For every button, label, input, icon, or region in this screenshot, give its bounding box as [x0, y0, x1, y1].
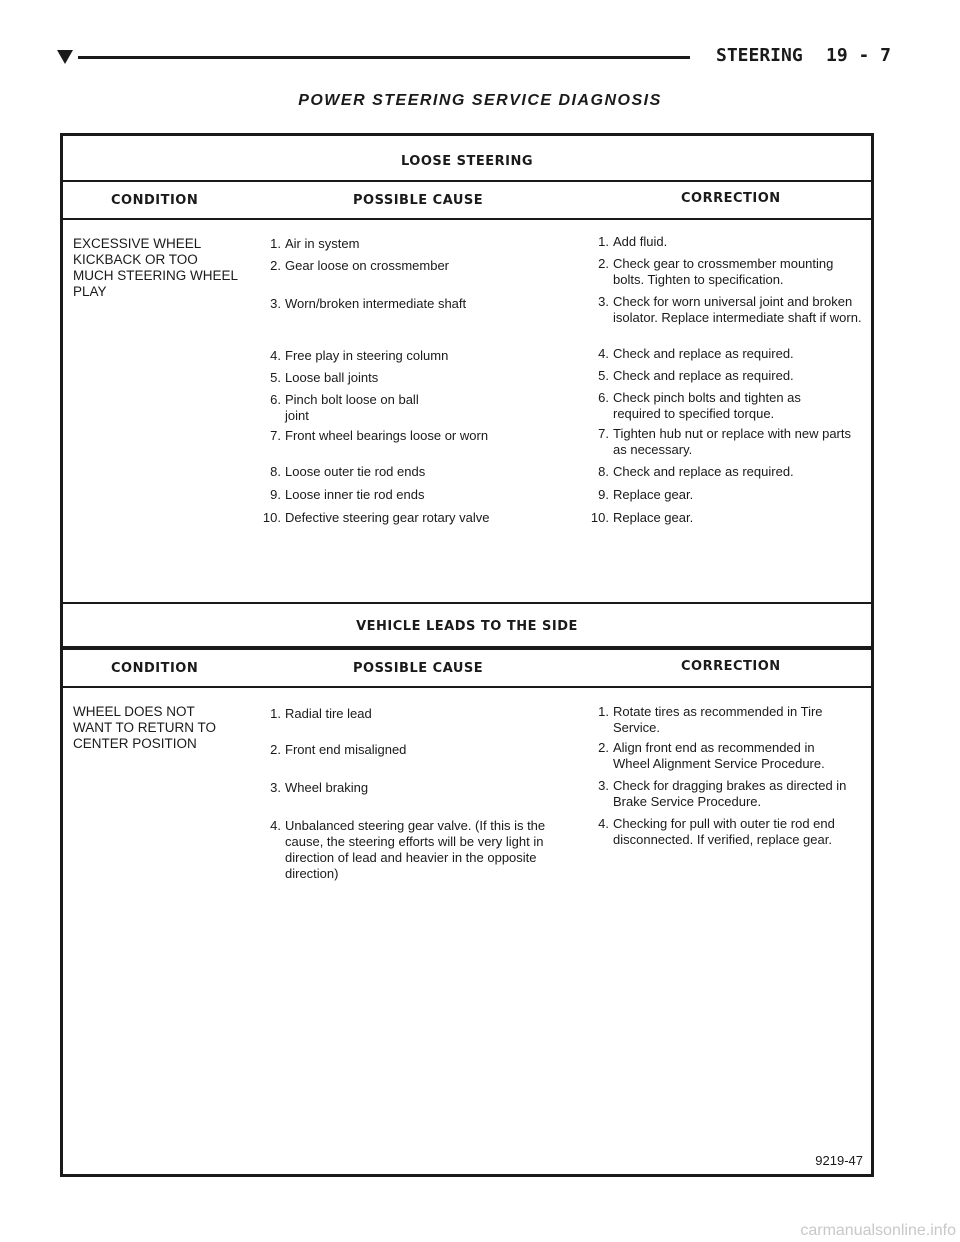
col-header-cause: POSSIBLE CAUSE	[353, 193, 484, 208]
section-name: STEERING	[716, 45, 803, 66]
col-header-cause: POSSIBLE CAUSE	[353, 661, 484, 676]
condition-cell	[73, 236, 253, 300]
col-header-condition: CONDITION	[111, 193, 199, 208]
figure-number: 9219-47	[815, 1153, 863, 1168]
condition-line: CENTER POSITION	[73, 736, 197, 751]
document-title: POWER STEERING SERVICE DIAGNOSIS	[298, 92, 662, 109]
section-marker-icon	[57, 50, 73, 64]
condition-line: WHEEL DOES NOT	[73, 704, 195, 719]
condition-line: WANT TO RETURN TO	[73, 720, 217, 735]
header-rule	[78, 56, 690, 59]
condition-line: MUCH STEERING WHEEL	[73, 268, 239, 283]
col-header-correction: CORRECTION	[681, 191, 781, 206]
col-header-condition: CONDITION	[111, 661, 199, 676]
page-header	[0, 0, 960, 80]
section-title-vehicle-leads: VEHICLE LEADS TO THE SIDE	[356, 619, 578, 634]
condition-line: PLAY	[73, 284, 107, 299]
condition-line: EXCESSIVE WHEEL	[73, 236, 202, 251]
condition-cell	[73, 704, 253, 752]
section-title-loose-steering: LOOSE STEERING	[400, 154, 534, 169]
diagnosis-table: LOOSE STEERING CONDITION POSSIBLE CAUSE CORRECTION EXCESSIVE WHEEL KICKBACK OR TOO MUCH STEERING WHEEL PLAY 1. Air in system 2. Gear loose on crossmember 3. Worn/broken intermediate shaft 4. Free play in steering column 5. Loose ball joints 6. Pinch bolt loose on ball joint 7. Front wheel bearings loose or worn 8. Loose outer tie rod ends 9. Loose inner tie rod ends 10. Defective steering gear rotary valve 1. Add fluid. 2. Check gear to crossmember mounting bolts. Tighten to specification. 3. Check for worn universal joint and broken isolator. Replace intermediate shaft if worn. 4. Check and replace as required. 5. Check and replace as required. 6. Check pinch bolts and tighten as required to specified torque. 7. Tighten hub nut or replace with new parts as necessary. 8. Check and replace as required. 9. Replace gear. 10. Replace gear. VEHICLE LEADS TO THE SIDE CONDITION POSSIBLE CAUSE CORRECTION WHEEL DOES NOT WANT TO RETURN TO CENTER POSITION 1. Radial tire lead 2. Front end misaligned 3. Wheel braking 4. Unbalanced steering gear valve. (If this is the cause, the steering efforts will be very light in direction of lead and heavier in the opposite direction) 1. Rotate tires as recommended in Tire Service. 2. Align front end as recommended in Wheel Alignment Service Procedure. 3. Check for dragging brakes as directed in Brake Service Procedure. 4. Checking for pull with outer tie rod end disconnected. If verified, replace gear. 9219-47	[60, 133, 874, 1177]
condition-line: KICKBACK OR TOO	[73, 252, 198, 267]
col-header-correction: CORRECTION	[681, 659, 781, 674]
watermark: carmanualsonline.info	[800, 1222, 956, 1239]
page-number: 19 - 7	[826, 45, 892, 66]
